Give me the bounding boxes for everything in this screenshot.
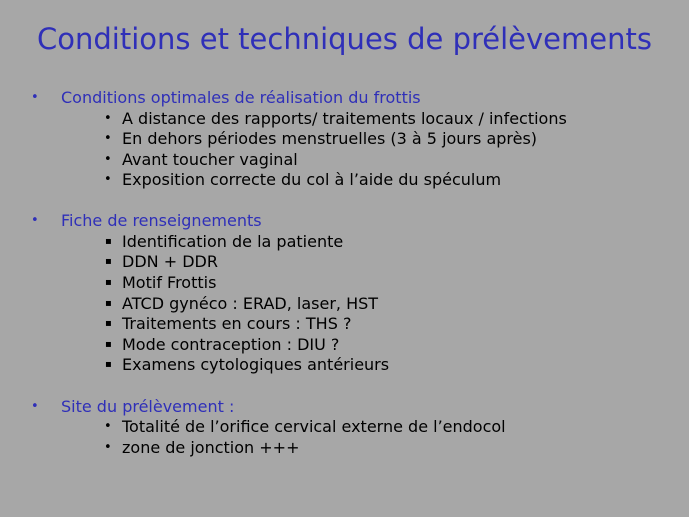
section-heading	[0, 397, 689, 418]
list-item	[0, 273, 689, 294]
section-fiche	[0, 211, 689, 376]
square-bullet-icon: ▪	[105, 359, 112, 371]
list-item	[0, 109, 689, 130]
list-item	[0, 294, 689, 315]
square-bullet-icon: ▪	[105, 338, 112, 350]
list-item-text: Avant toucher vaginal	[122, 149, 298, 169]
section-conditions	[0, 88, 689, 191]
list-item-text: A distance des rapports/ traitements locaux / infections	[122, 108, 567, 128]
list-item-text: Traitements en cours : THS ?	[122, 314, 352, 334]
list-item-text: ATCD gynéco : ERAD, laser, HST	[122, 293, 379, 313]
list-item	[0, 170, 689, 191]
list-item	[0, 150, 689, 171]
list-item-text: DDN + DDR	[122, 252, 218, 272]
square-bullet-icon: ▪	[105, 277, 112, 289]
list-item	[0, 314, 689, 335]
bullet-icon: •	[104, 439, 112, 455]
section-site	[0, 397, 689, 459]
section-heading	[0, 211, 689, 232]
list-item-text: Totalité de l’orifice cervical externe de l’endocol	[122, 417, 506, 437]
slide-title: Conditions et techniques de prélèvements	[37, 22, 652, 56]
square-bullet-icon: ▪	[105, 318, 112, 330]
list-item	[0, 129, 689, 150]
bullet-icon: •	[104, 110, 112, 126]
slide-content	[0, 88, 689, 479]
list-item	[0, 355, 689, 376]
square-bullet-icon: ▪	[105, 297, 112, 309]
square-bullet-icon: ▪	[105, 235, 112, 247]
list-item	[0, 252, 689, 273]
list-item	[0, 417, 689, 438]
list-item-text: Identification de la patiente	[122, 231, 344, 251]
list-item-text: Exposition correcte du col à l’aide du spéculum	[122, 170, 502, 190]
list-item	[0, 335, 689, 356]
list-item	[0, 438, 689, 459]
bullet-icon: •	[104, 419, 112, 435]
list-item-text: En dehors périodes menstruelles (3 à 5 jours après)	[122, 129, 538, 149]
list-item-text: Examens cytologiques antérieurs	[122, 355, 390, 375]
bullet-icon: •	[104, 151, 112, 167]
list-item-text: zone de jonction +++	[122, 437, 300, 457]
list-item-text: Motif Frottis	[122, 273, 217, 293]
list-item-text: Mode contraception : DIU ?	[122, 334, 340, 354]
section-heading	[0, 88, 689, 109]
section-heading-text: Fiche de renseignements	[61, 211, 262, 231]
bullet-icon: •	[31, 398, 39, 414]
bullet-icon: •	[104, 172, 112, 188]
bullet-icon: •	[31, 213, 39, 229]
bullet-icon: •	[31, 90, 39, 105]
list-item	[0, 232, 689, 253]
square-bullet-icon: ▪	[105, 256, 112, 268]
bullet-icon: •	[104, 131, 112, 147]
section-heading-text: Site du prélèvement :	[61, 396, 235, 416]
section-heading-text: Conditions optimales de réalisation du frottis	[61, 88, 421, 107]
